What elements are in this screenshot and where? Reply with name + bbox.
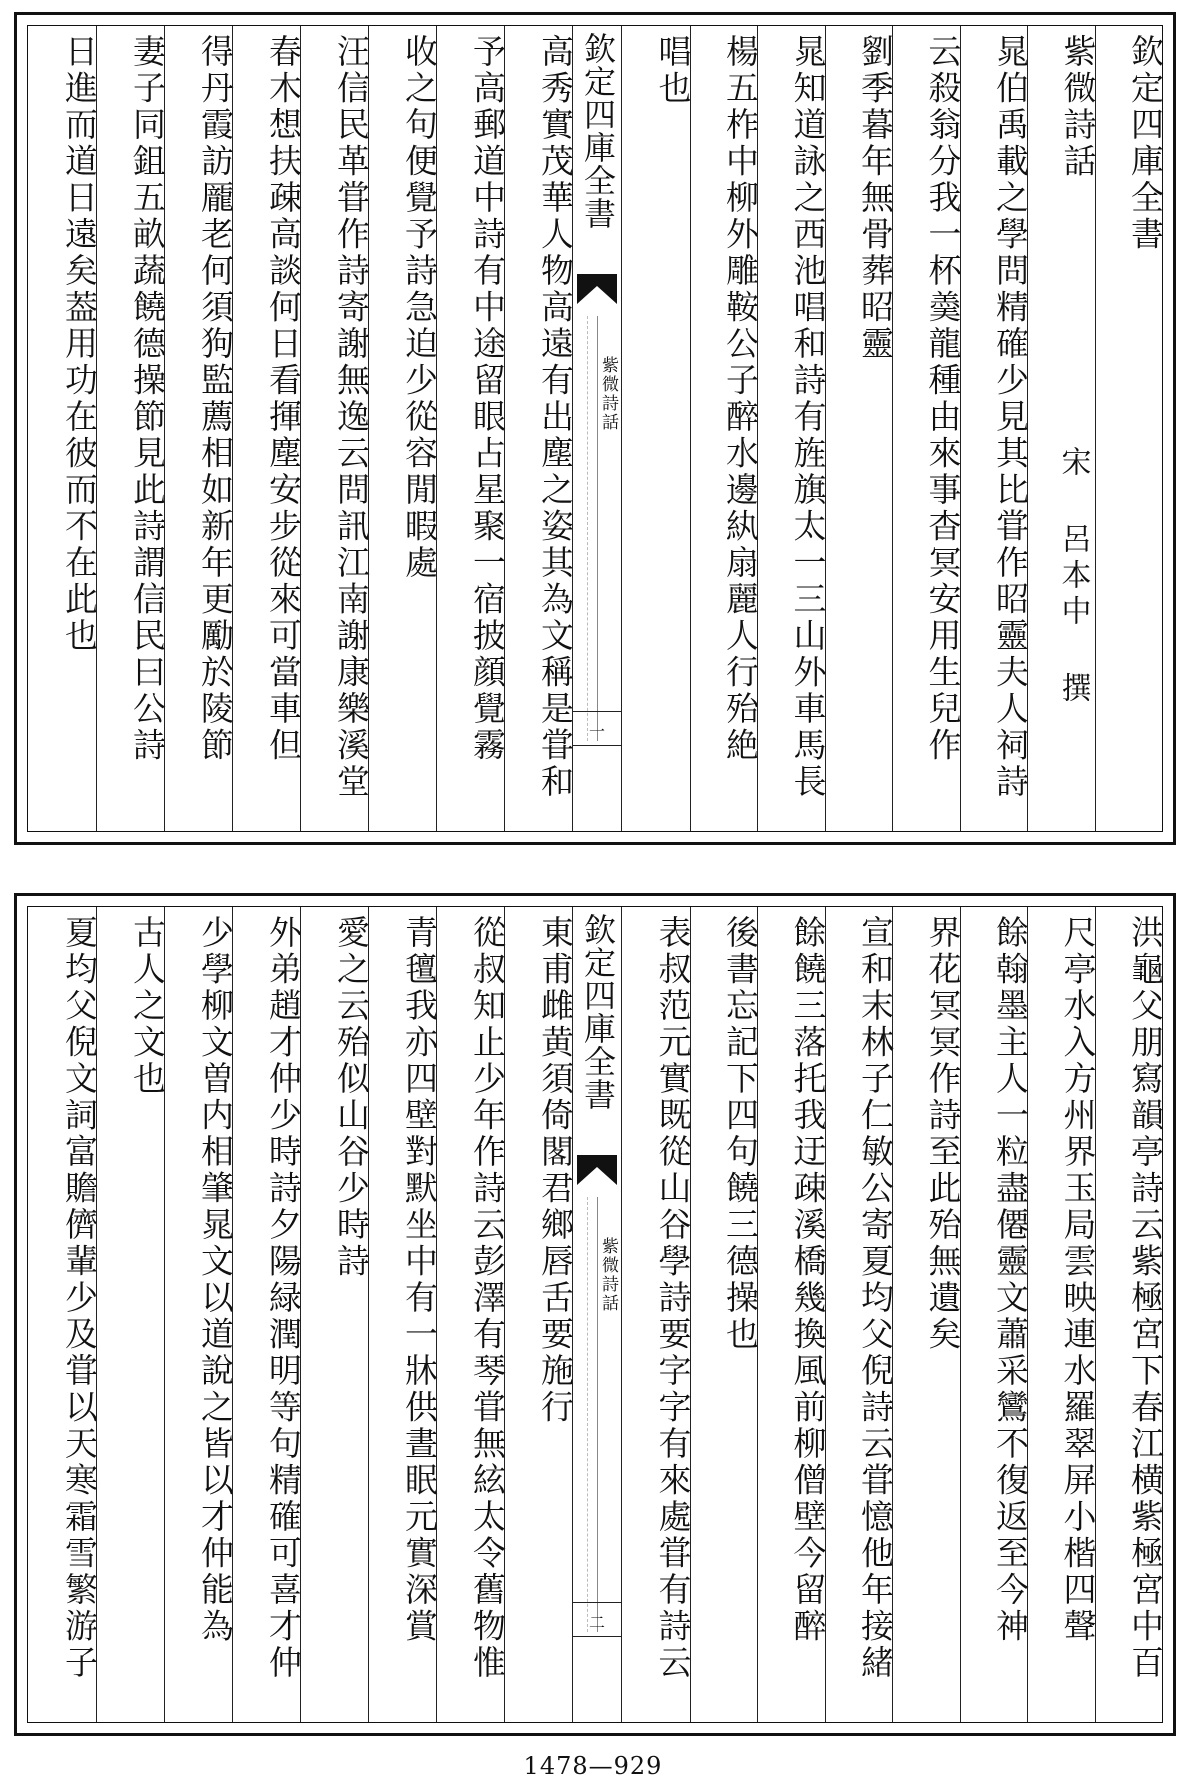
column-text: 尺亭水入方州界玉局雲映連水羅翠屏小楷四聲 xyxy=(1058,915,1098,1645)
column-text: 青氊我亦四壁對默坐中有一牀供晝眠元實深賞 xyxy=(400,915,439,1645)
column-text: 得丹霞訪龎老何須狗監薦相如新年更勵於陵節 xyxy=(196,34,235,764)
running-title: 欽定四庫全書 xyxy=(579,913,617,1111)
text-column xyxy=(960,26,1028,831)
column-text: 妻子同鉏五畝蔬饒德操節見此詩謂信民曰公詩 xyxy=(128,34,167,764)
text-column xyxy=(892,26,963,831)
column-text: 晁知道詠之西池唱和詩有旌旗太一三山外車馬長 xyxy=(788,34,828,801)
center-fold xyxy=(572,26,622,831)
text-column xyxy=(1095,26,1163,831)
catalog-number: 1478—929 xyxy=(523,1752,663,1780)
text-column xyxy=(960,907,1028,1722)
text-column xyxy=(164,907,235,1722)
author-line: 宋 呂本中 撰 xyxy=(1055,446,1091,708)
fish-tail-mark xyxy=(577,274,617,304)
column-text: 洪龜父朋寫韻亭詩云紫極宮下春江横紫極宮中百 xyxy=(1126,915,1165,1682)
column-text: 愛之云殆似山谷少時詩 xyxy=(332,915,371,1280)
column-text: 予高郵道中詩有中途留眼占星聚一宿披顔覺霧 xyxy=(468,34,507,764)
fold-rule xyxy=(573,1602,621,1603)
text-column xyxy=(622,26,693,831)
column-text: 界花冥冥作詩至此殆無遺矣 xyxy=(923,915,963,1353)
text-column xyxy=(164,26,235,831)
column-text: 收之句便覺予詩急迫少從容閒暇處 xyxy=(400,34,439,582)
column-text: 劉季暮年無骨葬昭靈 xyxy=(856,34,895,363)
page-bottom xyxy=(14,893,1176,1736)
text-column xyxy=(757,26,828,831)
text-column xyxy=(825,26,893,831)
fold-rule xyxy=(573,745,621,746)
column-text: 云殺翁分我一杯羮龍種由來事杳冥安用生兒作 xyxy=(923,34,963,764)
column-text: 夏均父倪文詞富贍儕輩少及甞以天寒霜雪繁游子 xyxy=(60,915,99,1682)
text-column xyxy=(300,26,371,831)
book-title: 紫微詩話 xyxy=(598,356,618,432)
text-column xyxy=(232,26,303,831)
center-fold xyxy=(572,907,622,1722)
text-column xyxy=(96,26,167,831)
text-column xyxy=(300,907,371,1722)
fold-rule xyxy=(573,1636,621,1637)
text-column xyxy=(757,907,828,1722)
column-text: 餘翰墨主人一粒盡僊靈文蕭采鸞不復返至今神 xyxy=(991,915,1030,1645)
column-text: 少學柳文曽内相肇晁文以道說之皆以才仲能為 xyxy=(196,915,235,1645)
page-number: 一 xyxy=(588,722,605,741)
page-frame xyxy=(27,906,1163,1723)
column-text: 楊五柞中柳外雕鞍公子醉水邊紈扇麗人行殆絶 xyxy=(721,34,760,764)
text-column xyxy=(232,907,303,1722)
column-text: 高秀實茂華人物高遠有出塵之姿其為文稱是甞和 xyxy=(536,34,575,801)
running-title: 欽定四庫全書 xyxy=(579,32,617,230)
column-text: 日進而道日遠矣葢用功在彼而不在此也 xyxy=(60,34,99,655)
column-text: 表叔范元實既從山谷學詩要字字有來處甞有詩云 xyxy=(653,915,693,1682)
book-title: 紫微詩話 xyxy=(598,1237,618,1313)
text-column xyxy=(1027,907,1098,1722)
column-text: 紫微詩話 xyxy=(1058,34,1098,180)
column-text: 宣和末林子仁敏公寄夏均父倪詩云甞憶他年接緒 xyxy=(856,915,895,1682)
fold-rule xyxy=(573,711,621,712)
text-column xyxy=(690,907,758,1722)
column-text: 東甫雌黄須倚閣君鄉唇舌要施行 xyxy=(536,915,575,1426)
text-column xyxy=(504,26,575,831)
page-frame xyxy=(27,25,1163,832)
text-column xyxy=(368,26,439,831)
text-column xyxy=(28,907,99,1722)
text-column xyxy=(892,907,963,1722)
text-column xyxy=(504,907,575,1722)
page-top xyxy=(14,12,1176,845)
column-text: 餘饒三落托我迂疎溪橋幾換風前柳僧壁今留醉 xyxy=(788,915,828,1645)
column-text: 汪信民革甞作詩寄謝無逸云問訊江南謝康樂溪堂 xyxy=(332,34,371,801)
text-column xyxy=(436,26,507,831)
page-number: 二 xyxy=(588,1613,605,1632)
column-text: 欽定四庫全書 xyxy=(1126,34,1165,253)
text-column xyxy=(622,907,693,1722)
text-column xyxy=(1095,907,1163,1722)
column-text: 春木想扶疎高談何日看揮塵安步從來可當車但 xyxy=(264,34,303,764)
text-column xyxy=(1027,26,1098,831)
column-text: 古人之文也 xyxy=(128,915,167,1098)
text-column xyxy=(96,907,167,1722)
text-column xyxy=(825,907,893,1722)
text-column xyxy=(436,907,507,1722)
text-column xyxy=(368,907,439,1722)
text-column xyxy=(28,26,99,831)
column-text: 從叔知止少年作詩云彭澤有琴甞無絃太令舊物惟 xyxy=(468,915,507,1682)
column-text: 外弟趙才仲少時詩夕陽緑潤明等句精確可喜才仲 xyxy=(264,915,303,1682)
column-text: 後書忘記下四句饒三德操也 xyxy=(721,915,760,1353)
fish-tail-mark xyxy=(577,1155,617,1185)
column-text: 唱也 xyxy=(653,34,693,107)
column-text: 晁伯禹載之學問精確少見其比甞作昭靈夫人祠詩 xyxy=(991,34,1030,801)
text-column xyxy=(690,26,758,831)
